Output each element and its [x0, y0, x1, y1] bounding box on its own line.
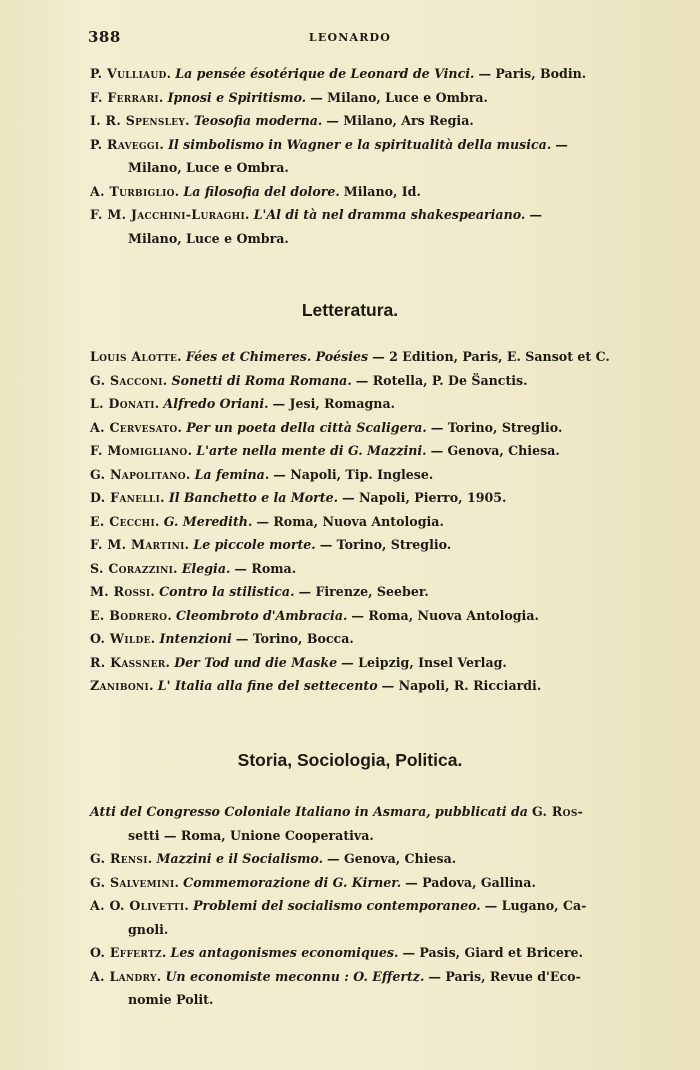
entry-author: A. O. Olivetti.: [90, 898, 190, 913]
entry-publisher: — Rotella, P. De S̈anctis.: [355, 372, 528, 388]
entry-author: G. Napolitano.: [90, 466, 191, 482]
entry-author: Louis Alotte.: [90, 349, 182, 364]
entry-author: G. Salvemini.: [90, 874, 180, 890]
bib-entry: [90, 416, 612, 440]
bib-entry: [90, 392, 612, 416]
entry-publisher: — Napoli, Tip. Inglese.: [273, 466, 434, 482]
entry-publisher: — Napoli, Pierro, 1905.: [342, 490, 507, 505]
entry-author: F. Ferrari.: [90, 89, 164, 105]
entry-publisher: — Torino, Streglio.: [430, 419, 563, 435]
entry-title: Alfredo Oriani.: [163, 396, 269, 411]
entry-author: A. Cervesato.: [90, 419, 183, 435]
entry-publisher: — Torino, Streglio.: [319, 537, 452, 552]
entry-title: Le piccole morte.: [193, 537, 316, 552]
entry-continuation: gnoli.: [128, 921, 169, 937]
bib-entry: [90, 533, 612, 557]
bib-entry: [90, 965, 612, 1012]
entry-title: La filosofia del dolore.: [183, 183, 340, 199]
entry-title: Intenzioni: [159, 631, 232, 646]
bib-entry: [90, 894, 612, 941]
entry-title: Elegia.: [181, 560, 231, 576]
entry-author: A. Turbiglio.: [90, 183, 180, 199]
entry-continuation: Milano, Luce e Ombra.: [128, 160, 289, 175]
entry-author: S. Corazzini.: [90, 560, 178, 576]
entry-author: Zaniboni.: [90, 678, 154, 693]
entry-publisher: — Jesi, Romagna.: [272, 396, 395, 411]
entry-continuation: Milano, Luce e Ombra.: [128, 230, 289, 246]
entry-title: Commemorazione di G. Kirner.: [183, 874, 402, 890]
entry-author: O. Wilde.: [90, 631, 156, 646]
entry-author: P. Vulliaud.: [90, 66, 172, 81]
entry-title: L'Al di tà nel dramma shakespeariano.: [253, 207, 526, 222]
entry-author: F. Momigliano.: [90, 443, 193, 458]
entry-publisher: — Paris, Revue d'Eco-: [428, 968, 581, 984]
bib-entry: [90, 871, 612, 895]
entry-continuation: setti — Roma, Unione Cooperativa.: [128, 827, 374, 843]
entry-title: Les antagonismes economiques.: [170, 945, 399, 960]
bib-entry: [90, 847, 612, 871]
entry-publisher: — 2 Edition, Paris, E. Sansot et C.: [372, 349, 610, 364]
entry-publisher: —: [555, 136, 568, 152]
entry-continuation: nomie Polit.: [128, 992, 214, 1007]
entry-title: L' Italia alla fine del settecento: [157, 678, 378, 693]
section-heading-letteratura: Letteratura.: [301, 300, 399, 320]
entry-publisher: —: [529, 207, 542, 222]
entry-author: G. Rensi.: [90, 851, 153, 866]
bib-entry: [90, 651, 612, 675]
entry-title: Sonetti di Roma Romana.: [171, 372, 352, 388]
entry-publisher: — Napoli, R. Ricciardi.: [381, 678, 542, 693]
bib-entry: [90, 86, 612, 110]
entry-author: L. Donati.: [90, 396, 160, 411]
entry-title: Teosofia moderna.: [193, 113, 323, 128]
entry-title: Cleombroto d'Ambracia.: [176, 607, 348, 623]
entry-author: I. R. Spensley.: [90, 113, 190, 128]
bib-entry: [90, 557, 612, 581]
bib-entry: [90, 580, 612, 604]
entry-author: G. Ros-: [531, 804, 584, 819]
entry-publisher: — Milano, Luce e Ombra.: [310, 89, 488, 105]
bibliography-list-philosophy: [90, 62, 612, 250]
page-number: 388: [88, 28, 121, 46]
bib-entry: [90, 463, 612, 487]
entry-publisher: — Roma.: [234, 560, 297, 576]
bib-entry: [90, 203, 612, 250]
bib-entry: [90, 627, 612, 651]
entry-title: Atti del Congresso Coloniale Italiano in Asmara, pubblicati da: [90, 804, 528, 819]
bib-entry: [90, 345, 612, 369]
entry-title: L'arte nella mente di G. Mazzini.: [196, 443, 427, 458]
bib-entry: [90, 674, 612, 698]
bibliography-list-storia: [90, 800, 612, 1012]
entry-title: Un economiste meconnu : O. Effertz.: [165, 968, 425, 984]
entry-title: Il simbolismo in Wagner e la spiritualità della musica.: [168, 136, 552, 152]
bib-entry: [90, 486, 612, 510]
entry-publisher: — Lugano, Ca-: [484, 898, 587, 913]
entry-publisher: — Torino, Bocca.: [235, 631, 354, 646]
entry-publisher: — Roma, Nuova Antologia.: [351, 607, 539, 623]
entry-title: Il Banchetto e la Morte.: [168, 490, 339, 505]
entry-publisher: — Padova, Gallina.: [405, 874, 536, 890]
section-heading-storia: Storia, Sociologia, Politica.: [237, 750, 463, 770]
running-head: LEONARDO: [308, 31, 392, 44]
page-header: [88, 28, 612, 48]
bib-entry: [90, 62, 612, 86]
entry-author: G. Sacconi.: [90, 372, 168, 388]
entry-publisher: Milano, Id.: [343, 183, 421, 199]
bib-entry: [90, 109, 612, 133]
entry-title: Fées et Chimeres. Poésies: [185, 349, 369, 364]
bib-entry: [90, 510, 612, 534]
entry-publisher: — Pasis, Giard et Bricere.: [402, 945, 583, 960]
entry-author: O. Effertz.: [90, 945, 167, 960]
bib-entry: [90, 133, 612, 180]
entry-publisher: — Paris, Bodin.: [478, 66, 587, 81]
entry-title: La femina.: [194, 466, 270, 482]
entry-author: A. Landry.: [90, 968, 162, 984]
entry-author: F. M. Jacchini-Luraghi.: [90, 207, 250, 222]
entry-author: E. Cecchi.: [90, 513, 160, 529]
entry-author: D. Fanelli.: [90, 490, 165, 505]
bib-entry: [90, 369, 612, 393]
entry-publisher: — Leipzig, Insel Verlag.: [341, 654, 507, 670]
bib-entry: [90, 604, 612, 628]
entry-title: Der Tod und die Maske: [174, 654, 338, 670]
entry-title: G. Meredith.: [163, 513, 253, 529]
entry-publisher: — Firenze, Seeber.: [298, 584, 429, 599]
entry-author: F. M. Martini.: [90, 537, 190, 552]
bib-entry: [90, 800, 612, 847]
entry-publisher: — Roma, Nuova Antologia.: [256, 513, 444, 529]
entry-title: Contro la stilistica.: [159, 584, 295, 599]
entry-title: Problemi del socialismo contemporaneo.: [193, 898, 481, 913]
entry-publisher: — Milano, Ars Regia.: [326, 113, 474, 128]
entry-author: R. Kassner.: [90, 654, 171, 670]
bib-entry: [90, 439, 612, 463]
entry-author: M. Rossi.: [90, 584, 156, 599]
bib-entry: [90, 180, 612, 204]
entry-publisher: — Genova, Chiesa.: [326, 851, 457, 866]
entry-title: Ipnosi e Spiritismo.: [167, 89, 307, 105]
bib-entry: [90, 941, 612, 965]
entry-title: Per un poeta della città Scaligera.: [186, 419, 427, 435]
entry-title: Mazzini e il Socialismo.: [156, 851, 323, 866]
entry-author: P. Raveggi.: [90, 136, 165, 152]
bibliography-list-letteratura: [90, 345, 612, 698]
entry-publisher: — Genova, Chiesa.: [430, 443, 560, 458]
entry-title: La pensée ésotérique de Leonard de Vinci.: [175, 66, 475, 81]
entry-author: E. Bodrero.: [90, 607, 172, 623]
